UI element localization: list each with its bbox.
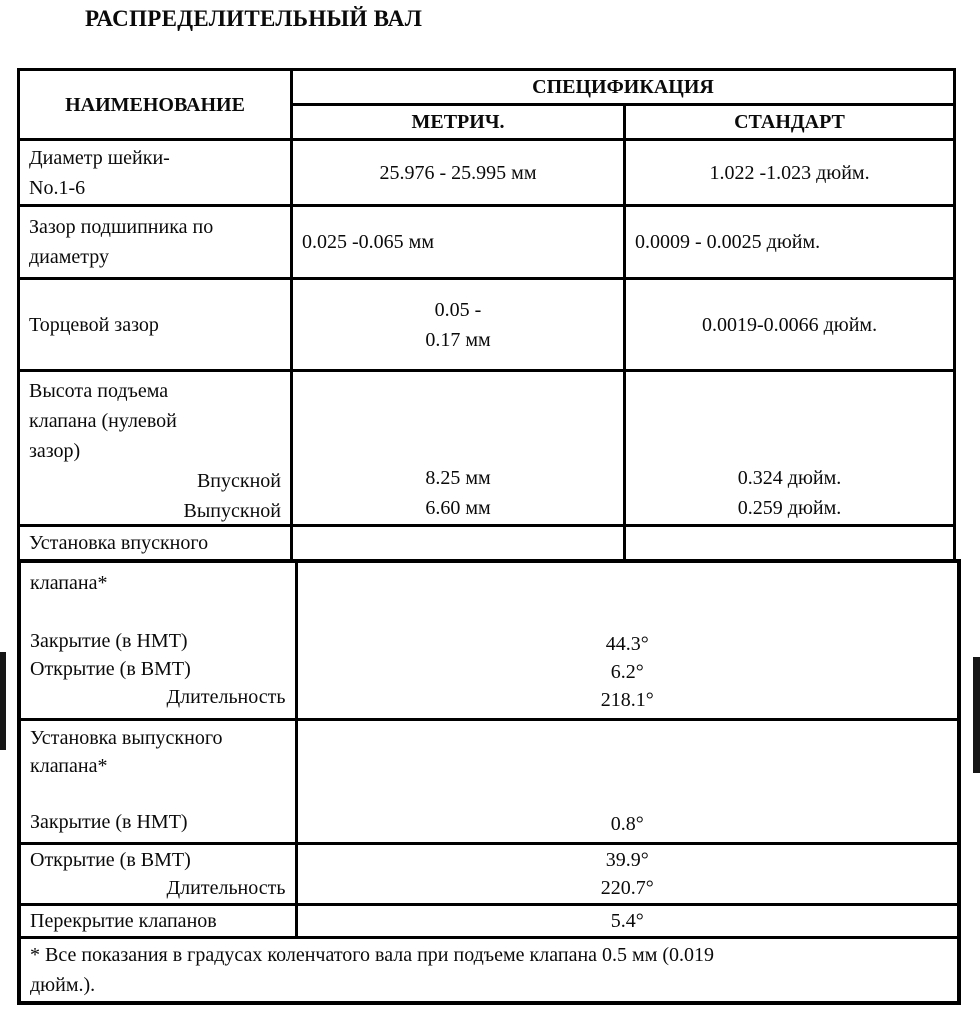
row-name-line: зазор) bbox=[29, 440, 81, 462]
footnote-line: дюйм.). bbox=[30, 974, 96, 996]
label-opening: Открытие (в ВМТ) bbox=[30, 658, 191, 680]
row-name: Установка впускного bbox=[19, 526, 292, 560]
header-standard: СТАНДАРТ bbox=[625, 105, 955, 140]
degree-values bbox=[296, 844, 959, 905]
sub-label-exhaust: Выпускной bbox=[183, 500, 281, 522]
degree-value: 44.3° bbox=[605, 633, 649, 655]
standard-value: 1.022 -1.023 дюйм. bbox=[625, 140, 955, 206]
table-header-row bbox=[19, 70, 955, 105]
header-metric: МЕТРИЧ. bbox=[292, 105, 625, 140]
page-binding-mark-left bbox=[0, 652, 6, 750]
table-row bbox=[19, 561, 959, 720]
metric-value bbox=[292, 371, 625, 526]
metric-value: 0.025 -0.065 мм bbox=[292, 206, 625, 279]
label-duration: Длительность bbox=[166, 686, 286, 708]
row-labels bbox=[19, 844, 296, 905]
footnote-row bbox=[19, 938, 959, 1004]
table-row bbox=[19, 844, 959, 905]
metric-value bbox=[292, 279, 625, 371]
standard-value: 0.0009 - 0.0025 дюйм. bbox=[625, 206, 955, 279]
degree-value: 6.2° bbox=[610, 661, 644, 683]
table-row bbox=[19, 905, 959, 938]
metric-value: 25.976 - 25.995 мм bbox=[292, 140, 625, 206]
page-title: РАСПРЕДЕЛИТЕЛЬНЫЙ ВАЛ bbox=[85, 6, 423, 31]
row-labels bbox=[30, 627, 286, 711]
timing-table bbox=[17, 559, 961, 1005]
row-name-line: No.1-6 bbox=[29, 176, 86, 199]
degree-value: 39.9° bbox=[605, 849, 649, 871]
row-name-block bbox=[29, 376, 281, 466]
sub-label-intake: Впускной bbox=[196, 470, 281, 492]
row-sub-labels bbox=[29, 466, 281, 526]
standard-value bbox=[625, 371, 955, 526]
page-binding-mark-right bbox=[973, 657, 980, 773]
row-name bbox=[19, 561, 296, 720]
table-row-cut bbox=[19, 526, 955, 560]
row-name-line: клапана (нулевой bbox=[29, 410, 177, 432]
row-name-block bbox=[30, 724, 286, 780]
footnote bbox=[19, 938, 959, 1004]
table-row bbox=[19, 206, 955, 279]
row-name: Зазор подшипника по диаметру bbox=[19, 206, 292, 279]
table-row bbox=[19, 279, 955, 371]
row-name: Торцевой зазор bbox=[19, 279, 292, 371]
standard-value: 0.0019-0.0066 дюйм. bbox=[625, 279, 955, 371]
label-closing: Закрытие (в НМТ) bbox=[30, 811, 188, 833]
degree-value: 5.4° bbox=[296, 905, 959, 938]
standard-value-empty bbox=[625, 526, 955, 560]
degree-values bbox=[296, 720, 959, 844]
row-name-line: Диаметр шейки- bbox=[29, 146, 170, 169]
row-name bbox=[19, 371, 292, 526]
metric-value-line: 8.25 мм bbox=[425, 467, 491, 489]
footnote-line: * Все показания в градусах коленчатого вала при подъеме клапана 0.5 мм (0.019 bbox=[30, 944, 715, 966]
standard-value-line: 0.324 дюйм. bbox=[737, 467, 842, 489]
metric-value-line: 0.05 - bbox=[434, 298, 482, 321]
degree-value: 218.1° bbox=[600, 689, 654, 711]
label-duration: Длительность bbox=[166, 877, 286, 899]
table-row bbox=[19, 371, 955, 526]
label-opening: Открытие (в ВМТ) bbox=[30, 849, 191, 871]
degree-value: 0.8° bbox=[610, 813, 644, 835]
metric-value-line: 6.60 мм bbox=[425, 497, 491, 519]
metric-value-line: 0.17 мм bbox=[425, 328, 491, 351]
header-specification: СПЕЦИФИКАЦИЯ bbox=[292, 70, 955, 105]
standard-value-line: 0.259 дюйм. bbox=[737, 497, 842, 519]
row-name-line: Установка выпускного bbox=[30, 727, 223, 749]
table-row bbox=[19, 140, 955, 206]
table-row bbox=[19, 720, 959, 844]
row-name bbox=[19, 720, 296, 844]
label-closing: Закрытие (в НМТ) bbox=[30, 630, 188, 652]
row-name-line: клапана* bbox=[30, 755, 108, 777]
row-name-line: клапана* bbox=[30, 572, 108, 594]
degree-value: 220.7° bbox=[600, 877, 654, 899]
spec-table bbox=[17, 68, 956, 559]
degree-values bbox=[296, 561, 959, 720]
metric-value-empty bbox=[292, 526, 625, 560]
row-name bbox=[19, 140, 292, 206]
row-name: Перекрытие клапанов bbox=[19, 905, 296, 938]
header-name: НАИМЕНОВАНИЕ bbox=[19, 70, 292, 140]
row-name-line: Высота подъема bbox=[29, 380, 169, 402]
